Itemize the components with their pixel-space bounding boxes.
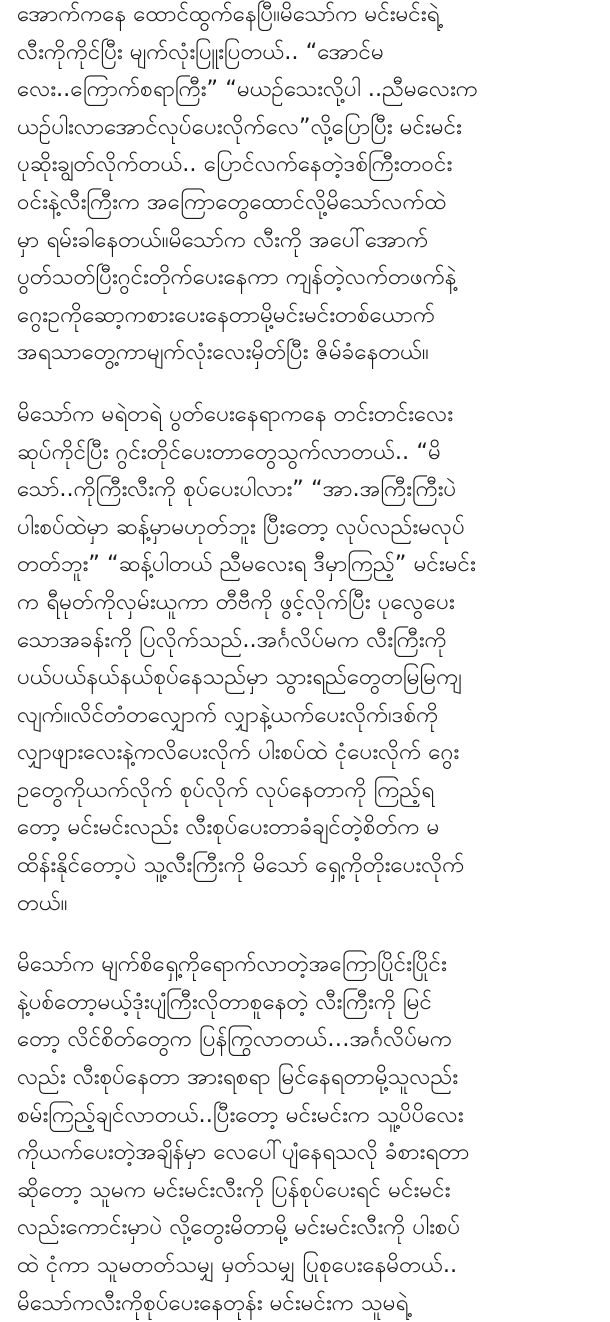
- text-line: က ရီမုတ်ကိုလှမ်းယူကာ တီဗီကို ဖွင့်လိုက်ပြီး ပုလွေပေး: [17, 588, 455, 615]
- text-line: တော့ လိင်စိတ်တွေက ပြန်ကြွလာတယ်…အင်္ဂလိပ်မက: [17, 1026, 452, 1053]
- text-line: စမ်းကြည့်ချင်လာတယ်..ပြီးတော့ မင်းမင်းက သူ့ပိပိလေး: [17, 1101, 464, 1128]
- text-line: ဝင်းနဲ့လီးကြီးက အကြောတွေထောင်လို့မိသော်လက်ထဲ: [17, 188, 447, 215]
- text-line: ပွတ်သတ်ပြီးဂွင်းတိုက်ပေးနေကာ ကျန်တဲ့လက်တဖက်နဲ့: [17, 264, 457, 291]
- text-line: ဆိုတော့ သူမက မင်းမင်းလီးကို ပြန်စုပ်ပေးရင် မင်းမင်း: [17, 1176, 451, 1203]
- text-line: မိသော်က မရဲတရဲ ပွတ်ပေးနေရာကနေ တင်းတင်းလေး: [17, 400, 453, 427]
- text-line: မှာ ရမ်းခါနေတယ်။မိသော်က လီးကို အပေါ်အောက်: [17, 226, 429, 253]
- text-line: လျက်။လိင်တံတလျှောက် လျှာနဲ့ယက်ပေးလိုက်၊ဒစ်ကို: [17, 701, 439, 728]
- text-line: ပါးစပ်ထဲမှာ ဆန့်မှာမဟုတ်ဘူး ပြီးတော့ လုပ်လည်းမလုပ်: [17, 513, 465, 540]
- text-line: တော့ မင်းမင်းလည်း လီးစုပ်ပေးတာခံချင်တဲ့စိတ်က မ: [17, 814, 440, 841]
- text-line: သောအခန်းကို ပြလိုက်သည်..အင်္ဂလိပ်မက လီးကြီးကို: [17, 626, 447, 653]
- paragraph-3: [17, 946, 600, 1322]
- text-line: လေး..ကြောက်စရာကြီး” “မယဉ်သေးလို့ပါ ..ညီမလေးက: [17, 76, 478, 103]
- text-line: အောက်ကနေ ထောင်ထွက်နေပြီ။မိသော်က မင်းမင်းရဲ့: [17, 1, 440, 27]
- text-line: နဲ့ပစ်တော့မယ့်ဒုံးပျံကြီးလိုတာစူနေတဲ့ လီးကြီးကို မြင်: [17, 988, 432, 1015]
- text-line: သော်..ကိုကြီးလီးကို စုပ်ပေးပါလား” “အာ.အကြီးကြီးပဲ: [17, 476, 457, 503]
- text-line: ဂွေးဥကိုဆော့ကစားပေးနေတာမို့မင်းမင်းတစ်ယောက်: [17, 301, 435, 328]
- text-line: ပယ်ပယ်နယ်နယ်စုပ်နေသည်မှာ သွားရည်တွေတမြမြကျ: [17, 664, 462, 691]
- text-line: ပုဆိုးချွတ်လိုက်တယ်.. ပြောင်လက်နေတဲ့ဒစ်ကြီးတဝင်း: [17, 151, 453, 178]
- text-line: အရသာတွေ့ကာမျက်လုံးလေးမှိတ်ပြီး ဇိမ်ခံနေတယ်။: [17, 339, 429, 366]
- text-line: မိသော်ကလီးကိုစုပ်ပေးနေတုန်း မင်းမင်းက သူမရဲ့: [17, 1289, 409, 1316]
- text-line: တယ်။: [17, 889, 68, 916]
- text-line: ထိန်းနိုင်တော့ပဲ သူ့လီးကြီးကို မိသော် ရှေ့ကိုတိုးပေးလိုက်: [17, 852, 465, 879]
- text-line: ဥတွေကိုယက်လိုက် စုပ်လိုက် လုပ်နေတာကို ကြည့်ရ: [17, 776, 435, 803]
- text-line: ထဲ ငုံကာ သူမတတ်သမျှ မှတ်သမျှ ပြုစုပေးနေမိတယ်..: [17, 1252, 458, 1278]
- text-line: ကိုယက်ပေးတဲ့အချိန်မှာ လေပေါ်ပျံနေရသလို ခံစားရတာ: [17, 1139, 470, 1166]
- text-line: မိသော်က မျက်စိရှေ့ကိုရောက်လာတဲ့အကြောပြိုင်းပြိုင်း: [17, 951, 447, 978]
- text-line: လီးကိုကိုင်ပြီး မျက်လုံးပြူးပြတယ်.. “အောင်မ: [17, 38, 384, 65]
- text-line: လည်း လီးစုပ်နေတာ အားရစရာ မြင်နေရတာမို့သူလည်း: [17, 1064, 458, 1091]
- text-line: ယဉ်ပါးလာအောင်လုပ်ပေးလိုက်လေ”လို့ပြောပြီး မင်းမင်း: [17, 113, 462, 140]
- paragraph-2: [17, 396, 600, 922]
- text-line: ဆုပ်ကိုင်ပြီး ဂွင်းတိုင်ပေးတာတွေသွက်လာတယ်.. “မိ: [17, 438, 441, 465]
- text-line: လျှာဖျားလေးနဲ့ကလိပေးလိုက် ပါးစပ်ထဲ ငုံပေးလိုက် ဂွေး: [17, 739, 460, 766]
- text-line: လည်းကောင်းမှာပဲ လို့တွေးမိတာမို့ မင်းမင်းလီးကို ပါးစပ်: [17, 1214, 461, 1241]
- text-line: တတ်ဘူး” “ဆန့်ပါတယ် ညီမလေးရ ဒီမှာကြည့်” မင်းမင်း: [17, 551, 476, 578]
- paragraph-1: [17, 0, 600, 372]
